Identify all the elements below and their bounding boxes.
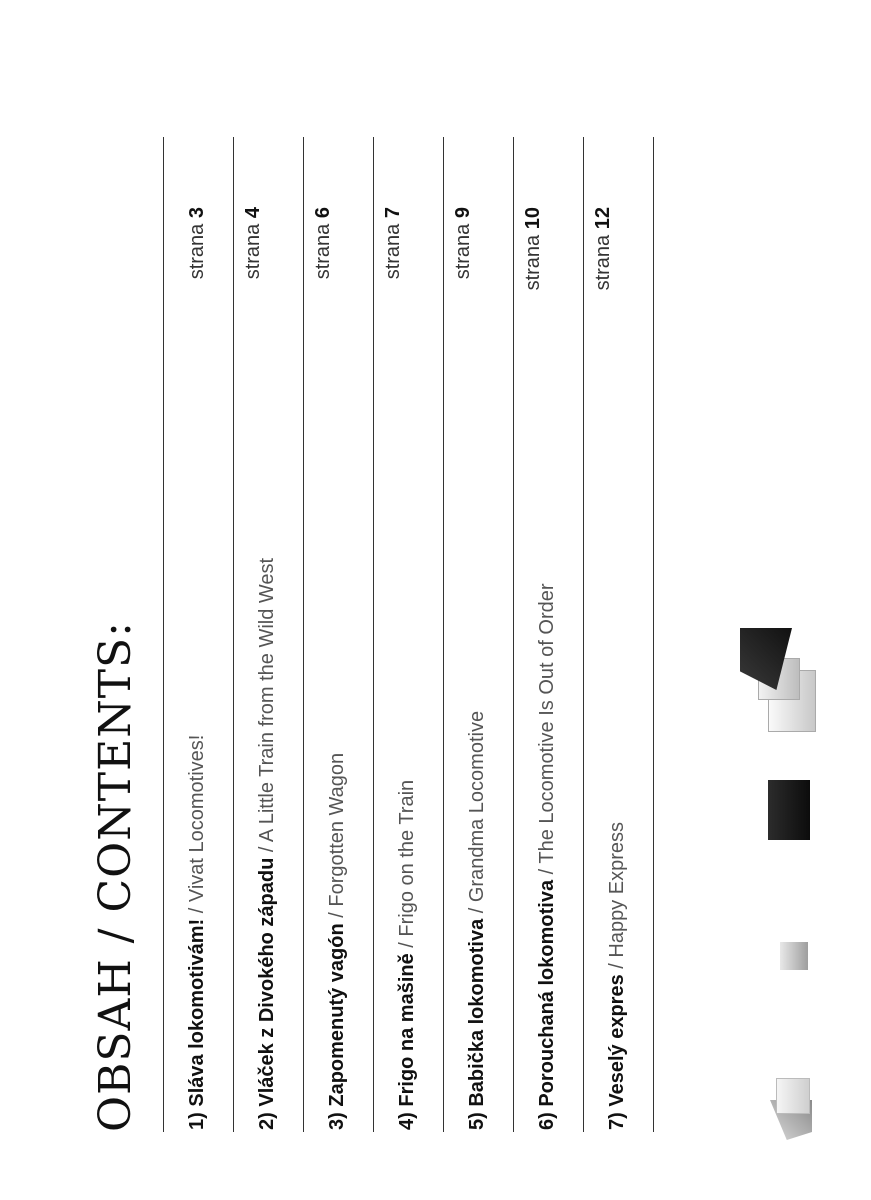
page-word: strana xyxy=(312,223,334,280)
page-word: strana xyxy=(382,223,404,280)
entry-separator: / xyxy=(606,957,628,975)
toc-entry xyxy=(513,137,583,1132)
entry-number: 7) xyxy=(606,1112,628,1130)
page-number: 3 xyxy=(186,207,208,219)
entry-number: 1) xyxy=(186,1112,208,1130)
entry-czech-title: Babička lokomotiva xyxy=(466,918,488,1107)
entry-number: 2) xyxy=(256,1112,278,1130)
entry-english-title: A Little Train from the Wild West xyxy=(256,557,278,843)
entry-czech-title: Frigo na mašině xyxy=(396,953,418,1107)
table-of-contents xyxy=(163,137,654,1132)
entry-english-title: Grandma Locomotive xyxy=(466,710,488,903)
entry-english-title: Forgotten Wagon xyxy=(326,752,348,907)
entry-czech-title: Veselý expres xyxy=(606,974,628,1107)
page-title: OBSAH / CONTENTS: xyxy=(90,620,141,1132)
entry-czech-title: Vláček z Divokého západu xyxy=(256,857,278,1107)
entry-separator: / xyxy=(396,936,418,954)
page-reference xyxy=(242,207,265,279)
page-number: 9 xyxy=(452,207,474,219)
wooden-block-image xyxy=(780,942,808,970)
page-number: 12 xyxy=(592,207,614,230)
toc-entry-title xyxy=(396,780,419,1130)
toc-entry xyxy=(163,137,233,1132)
page-word: strana xyxy=(242,223,264,280)
toc-entry-title xyxy=(606,822,629,1130)
page-reference xyxy=(186,207,209,279)
entry-czech-title: Sláva lokomotivám! xyxy=(186,918,208,1107)
toc-entry xyxy=(303,137,373,1132)
entry-english-title: Happy Express xyxy=(606,822,628,958)
entry-number: 5) xyxy=(466,1112,488,1130)
page-reference xyxy=(522,207,545,290)
page-number: 6 xyxy=(312,207,334,219)
page-word: strana xyxy=(592,234,614,291)
wooden-block-image xyxy=(776,1078,810,1114)
page-word: strana xyxy=(522,234,544,291)
wooden-block-image xyxy=(768,780,810,840)
toc-entry xyxy=(373,137,443,1132)
toc-entry-title xyxy=(466,711,489,1130)
page-reference xyxy=(452,207,475,279)
entry-number: 4) xyxy=(396,1112,418,1130)
page-reference xyxy=(382,207,405,279)
entry-english-title: The Locomotive Is Out of Order xyxy=(536,583,558,864)
page-reference xyxy=(592,207,615,290)
entry-czech-title: Porouchaná lokomotiva xyxy=(536,879,558,1107)
toc-entry-title xyxy=(536,583,559,1130)
entry-english-title: Vivat Locomotives! xyxy=(186,734,208,903)
entry-separator: / xyxy=(536,863,558,880)
toc-entry xyxy=(233,137,303,1132)
entry-number: 3) xyxy=(326,1112,348,1130)
toc-entry xyxy=(583,137,654,1132)
toc-entry-title xyxy=(326,753,349,1130)
entry-separator: / xyxy=(186,902,208,919)
page-word: strana xyxy=(186,223,208,280)
entry-number: 6) xyxy=(536,1112,558,1130)
page-word: strana xyxy=(452,223,474,280)
toc-entry-title xyxy=(186,735,209,1130)
entry-separator: / xyxy=(256,842,278,858)
entry-english-title: Frigo on the Train xyxy=(396,779,418,937)
page-reference xyxy=(312,207,335,279)
toc-entry xyxy=(443,137,513,1132)
decorative-blocks xyxy=(740,620,830,1140)
entry-separator: / xyxy=(466,902,488,919)
entry-separator: / xyxy=(326,906,348,924)
entry-czech-title: Zapomenutý vagón xyxy=(326,923,348,1107)
page-number: 7 xyxy=(382,207,404,219)
page-number: 4 xyxy=(242,207,264,219)
toc-entry-title xyxy=(256,558,279,1130)
page-number: 10 xyxy=(522,207,544,230)
